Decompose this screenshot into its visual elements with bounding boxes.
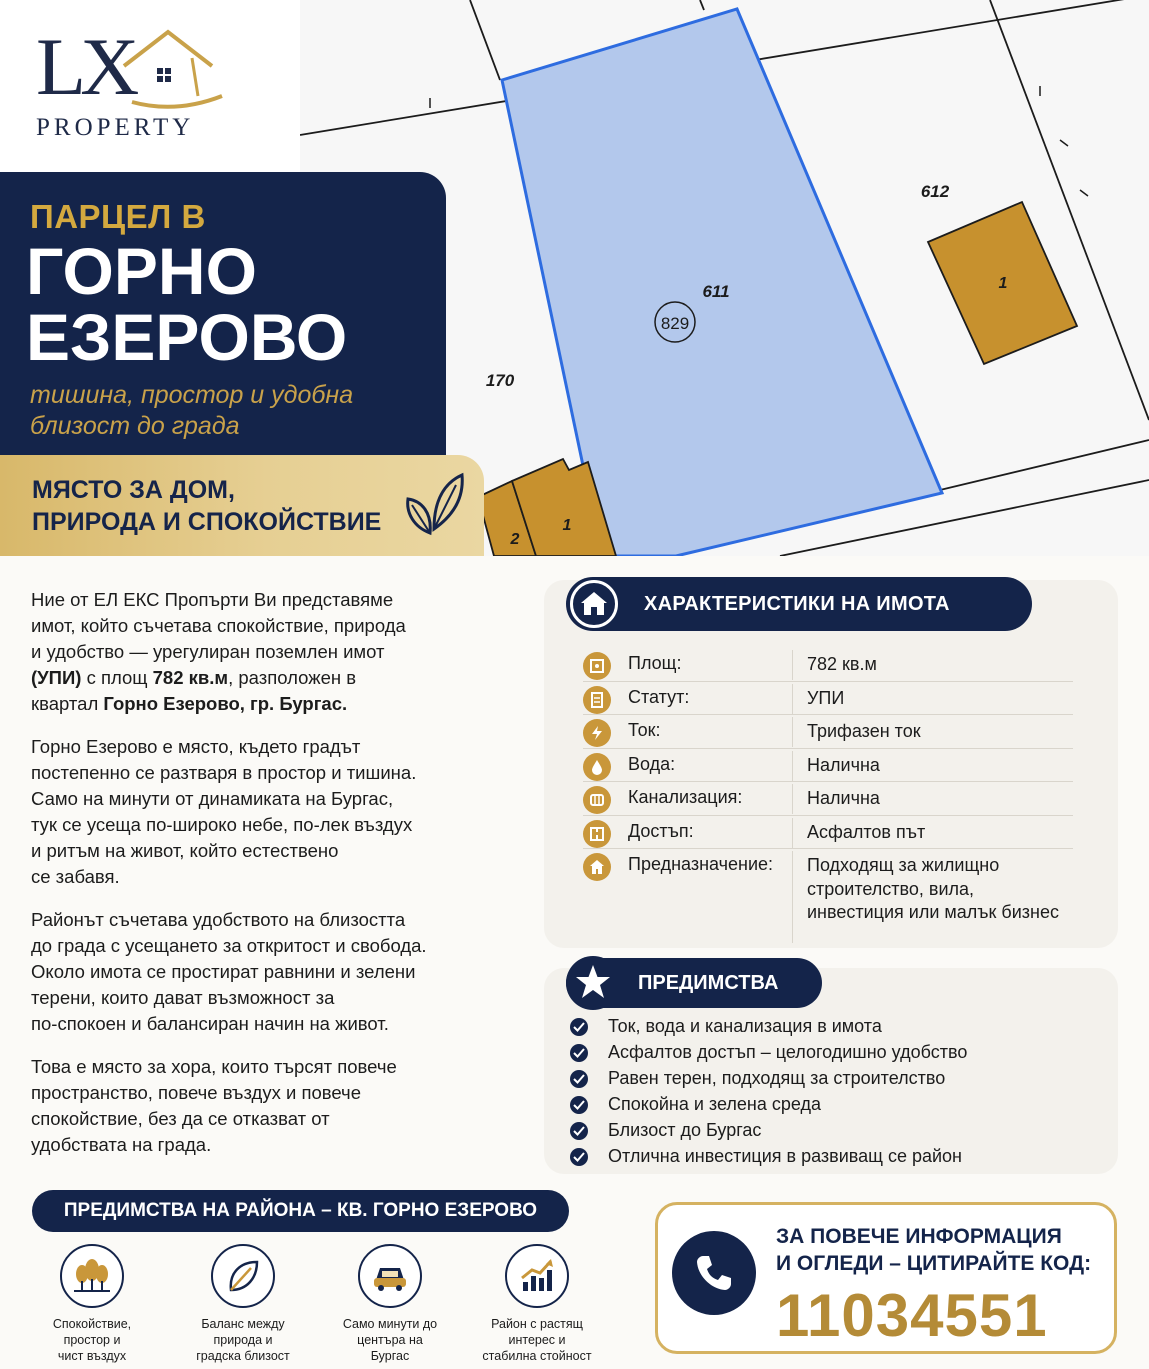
hero-title-line2: ЕЗЕРОВО <box>26 300 348 374</box>
description-paragraph-2: Горно Езерово е място, където градът постепенно се разтваря в простор и тишина. Само на минути от динамиката на Бургас, тук се усеща по-широко небе, по-лек въздух и ритъм на живот, който естествено се забавя. <box>31 736 417 887</box>
spec-value: Налична <box>807 788 880 808</box>
check-icon <box>570 1018 588 1036</box>
tagline-line1: МЯСТО ЗА ДОМ, <box>32 476 235 504</box>
water-drop-icon <box>583 753 611 781</box>
map-label-611: 611 <box>702 282 730 301</box>
check-icon <box>570 1148 588 1166</box>
tagline-line2: ПРИРОДА И СПОКОЙСТВИЕ <box>32 508 382 536</box>
area-icon <box>583 652 611 680</box>
tagline-band <box>0 455 484 556</box>
spec-value: Налична <box>807 754 880 775</box>
area-benefit-caption: Баланс между природа и градска близост <box>196 1317 290 1363</box>
trees-icon <box>60 1244 124 1308</box>
logo-wordmark: PROPERTY <box>36 114 195 141</box>
spec-row-status <box>583 682 1073 716</box>
hero-section <box>0 0 1149 556</box>
map-label-building-right: 1 <box>998 275 1008 292</box>
advantages-title: ПРЕДИМСТВА <box>638 972 779 994</box>
check-icon <box>570 1122 588 1140</box>
area-benefit-caption: Спокойствие, простор и чист въздух <box>52 1317 132 1363</box>
leaf-icon <box>211 1244 275 1308</box>
logo <box>0 0 300 172</box>
map-label-170: 170 <box>485 371 515 390</box>
lx-logo-mark <box>36 18 236 118</box>
check-icon <box>570 1070 588 1088</box>
map-label-829: 829 <box>660 314 690 333</box>
spec-label: Предназначение: <box>628 854 774 874</box>
description <box>31 587 531 1175</box>
tagline-text <box>32 474 381 538</box>
area-benefit-item <box>477 1244 597 1364</box>
spec-row-water <box>583 749 1073 783</box>
home-icon <box>570 580 618 628</box>
advantage-item: Спокойна и зелена среда <box>570 1092 1110 1118</box>
hero-subtitle: тишина, простор и удобна близост до града <box>30 381 354 440</box>
characteristics-list <box>583 648 1073 945</box>
area-benefit-caption: Район с растящ интерес и стабилна стойност <box>482 1317 592 1363</box>
logo-letters: LX <box>36 21 134 112</box>
hero-kicker: ПАРЦЕЛ В <box>30 198 206 235</box>
spec-row-electricity <box>583 715 1073 749</box>
phone-icon <box>672 1231 756 1315</box>
spec-value: 782 кв.м <box>807 654 877 674</box>
advantage-item: Близост до Бургас <box>570 1118 1110 1144</box>
spec-label: Ток: <box>628 720 661 740</box>
spec-label: Площ: <box>628 653 682 673</box>
spec-label: Вода: <box>628 753 676 774</box>
area-benefit-item <box>32 1244 152 1364</box>
description-paragraph-1: Ние от ЕЛ ЕКС Пропърти Ви представяме имот, който съчетава спокойствие, природа и удобство — урегулиран поземлен имот (УПИ) с площ 782 кв.м, разположен в квартал Горно Езерово, гр. Бургас. <box>31 589 406 714</box>
hero-title-line1: ГОРНО <box>26 234 257 308</box>
car-icon <box>358 1244 422 1308</box>
property-code: 11034551 <box>776 1282 1048 1349</box>
spec-label: Канализация: <box>628 787 743 807</box>
characteristics-title: ХАРАКТЕРИСТИКИ НА ИМОТА <box>644 593 950 615</box>
contact-lead <box>776 1223 1091 1277</box>
building-icon <box>583 853 611 881</box>
area-benefits-banner: ПРЕДИМСТВА НА РАЙОНА – КВ. ГОРНО ЕЗЕРОВО <box>32 1190 569 1232</box>
contact-lead-line2: И ОГЛЕДИ – ЦИТИРАЙТЕ КОД: <box>776 1252 1092 1275</box>
growth-chart-icon <box>505 1244 569 1308</box>
spec-row-area <box>583 648 1073 682</box>
hero-title <box>26 234 348 374</box>
sewer-icon <box>583 786 611 814</box>
advantage-item: Отлична инвестиция в развиващ се район <box>570 1144 1110 1170</box>
area-benefit-item <box>330 1244 450 1364</box>
spec-label: Достъп: <box>628 820 694 841</box>
contact-box <box>655 1202 1117 1354</box>
hero-panel <box>0 172 446 462</box>
description-paragraph-3: Районът съчетава удобството на близостта до града с усещането за откритост и свобода. Около имота се простират равнини и зелени терени, които дават възможност за по-спокоен и балансиран начин на живот. <box>31 909 427 1034</box>
spec-value: УПИ <box>807 687 845 708</box>
characteristics-header <box>566 577 1032 631</box>
star-icon <box>566 956 620 1010</box>
area-benefit-caption: Само минути до центъра на Бургас <box>342 1317 438 1363</box>
area-benefits <box>32 1244 592 1364</box>
road-icon <box>583 820 611 848</box>
area-benefit-item <box>183 1244 303 1364</box>
map-label-building-left-b: 1 <box>562 517 572 534</box>
contact-lead-line1: ЗА ПОВЕЧЕ ИНФОРМАЦИЯ <box>776 1225 1062 1248</box>
spec-row-purpose <box>583 849 1073 945</box>
document-icon <box>583 686 611 714</box>
advantage-item: Равен терен, подходящ за строителство <box>570 1066 1110 1092</box>
spec-label: Статут: <box>628 686 690 707</box>
advantage-item: Асфалтов достъп – целогодишно удобство <box>570 1040 1110 1066</box>
spec-row-sewer <box>583 782 1073 816</box>
spec-row-access <box>583 816 1073 850</box>
check-icon <box>570 1044 588 1062</box>
map-label-building-left-a: 2 <box>510 531 520 548</box>
spec-value: Подходящ за жилищно строителство, вила, инвестиция или малък бизнес <box>807 855 1059 922</box>
lightning-icon <box>583 719 611 747</box>
advantage-item: Ток, вода и канализация в имота <box>570 1014 1110 1040</box>
spec-value: Трифазен ток <box>807 721 921 741</box>
map-label-612: 612 <box>920 182 950 201</box>
leaf-icon <box>404 471 466 537</box>
description-paragraph-4: Това е място за хора, които търсят повече пространство, повече въздух и повече спокойствие, без да се отказват от удобствата на града. <box>31 1056 397 1155</box>
spec-value: Асфалтов път <box>807 821 926 842</box>
advantages-list <box>570 1014 1110 1170</box>
check-icon <box>570 1096 588 1114</box>
